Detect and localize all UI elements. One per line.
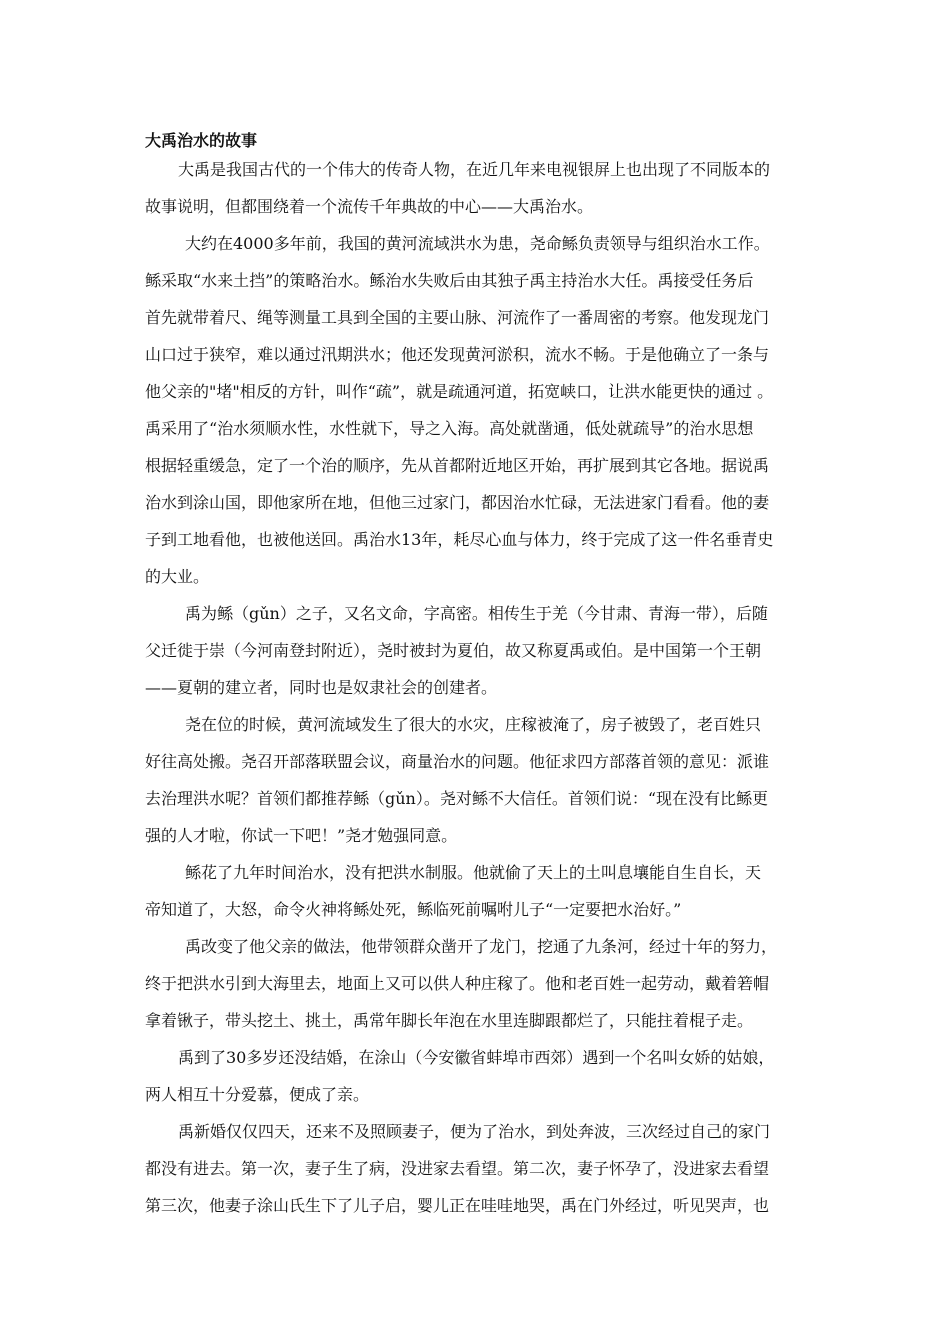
paragraph-line: 他父亲的"堵"相反的方针，叫作“疏”，就是疏通河道，拓宽峡口，让洪水能更快的通过 。 [145,382,774,401]
paragraph-line: 禹为鲧（gǔn）之子，又名文命，字高密。相传生于羌（今甘肃、青海一带），后随 [185,604,768,623]
paragraph-line: 禹到了30多岁还没结婚，在涂山（今安徽省蚌埠市西郊）遇到一个名叫女娇的姑娘， [178,1048,775,1067]
paragraph-line: 的大业。 [145,567,210,586]
paragraph-line: 禹采用了“治水须顺水性，水性就下，导之入海。高处就凿通，低处就疏导”的治水思想 [145,419,754,438]
paragraph-line: 大约在4000多年前，我国的黄河流域洪水为患，尧命鲧负责领导与组织治水工作。 [185,234,770,253]
paragraph-line: 都没有进去。第一次，妻子生了病，没进家去看望。第二次，妻子怀孕了，没进家去看望 [145,1159,770,1178]
paragraph-line: 禹改变了他父亲的做法，他带领群众凿开了龙门，挖通了九条河，经过十年的努力， [185,937,778,956]
paragraph-line: 父迁徙于崇（今河南登封附近），尧时被封为夏伯，故又称夏禹或伯。是中国第一个王朝 [145,641,762,660]
paragraph-line: 帝知道了，大怒，命令火神将鲧处死，鲧临死前嘱咐儿子“一定要把水治好。” [145,900,682,919]
paragraph-line: 大禹是我国古代的一个伟大的传奇人物，在近几年来电视银屏上也出现了不同版本的 [178,160,771,179]
document-title: 大禹治水的故事 [145,131,258,150]
paragraph-line: 子到工地看他，也被他送回。禹治水13年，耗尽心血与体力，终于完成了这一件名垂青史 [145,530,774,549]
paragraph-line: 强的人才啦，你试一下吧！”尧才勉强同意。 [145,826,458,845]
paragraph-line: 好往高处搬。尧召开部落联盟会议，商量治水的问题。他征求四方部落首领的意见：派谁 [145,752,770,771]
paragraph-line: 鲧花了九年时间治水，没有把洪水制服。他就偷了天上的土叫息壤能自生自长，天 [185,863,762,882]
paragraph-line: 根据轻重缓急，定了一个治的顺序，先从首都附近地区开始，再扩展到其它各地。据说禹 [145,456,770,475]
paragraph-line: 鲧采取“水来土挡”的策略治水。鲧治水失败后由其独子禹主持治水大任。禹接受任务后 [145,271,754,290]
paragraph-line: 去治理洪水呢？首领们都推荐鲧（gǔn）。尧对鲧不大信任。首领们说：“现在没有比鲧更 [145,789,769,808]
paragraph-line: 治水到涂山国，即他家所在地，但他三过家门，都因治水忙碌，无法进家门看看。他的妻 [145,493,770,512]
paragraph-line: 首先就带着尺、绳等测量工具到全国的主要山脉、河流作了一番周密的考察。他发现龙门 [145,308,770,327]
paragraph-line: 终于把洪水引到大海里去，地面上又可以供人种庄稼了。他和老百姓一起劳动，戴着箬帽 [145,974,770,993]
paragraph-line: 禹新婚仅仅四天，还来不及照顾妻子，便为了治水，到处奔波，三次经过自己的家门 [178,1122,771,1141]
paragraph-line: ——夏朝的建立者，同时也是奴隶社会的创建者。 [145,678,498,697]
paragraph-line: 故事说明，但都围绕着一个流传千年典故的中心——大禹治水。 [145,197,594,216]
paragraph-line: 两人相互十分爱慕，便成了亲。 [145,1085,370,1104]
paragraph-line: 山口过于狭窄，难以通过汛期洪水；他还发现黄河淤积，流水不畅。于是他确立了一条与 [145,345,770,364]
paragraph-line: 第三次，他妻子涂山氏生下了儿子启，婴儿正在哇哇地哭，禹在门外经过，听见哭声，也 [145,1196,770,1215]
paragraph-line: 拿着锹子，带头挖土、挑土，禹常年脚长年泡在水里连脚跟都烂了，只能拄着棍子走。 [145,1011,754,1030]
paragraph-line: 尧在位的时候，黄河流域发生了很大的水灾，庄稼被淹了，房子被毁了，老百姓只 [185,715,762,734]
